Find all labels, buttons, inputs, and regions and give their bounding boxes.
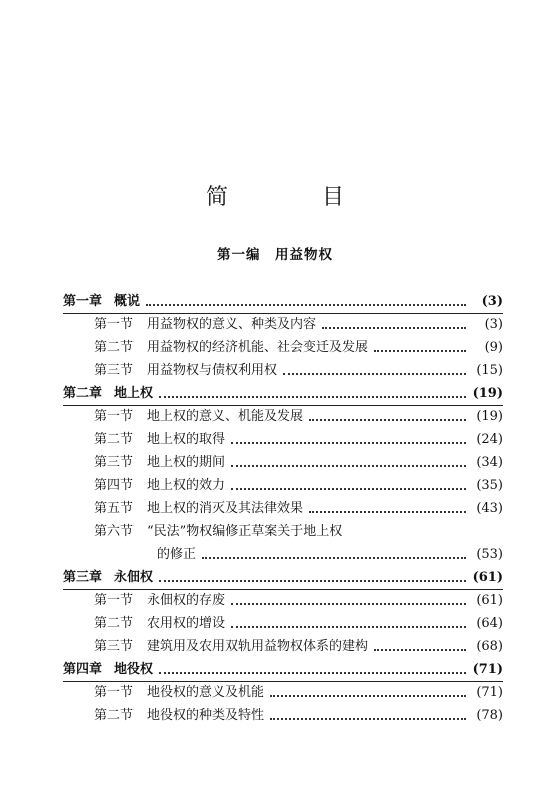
toc-section-row (63, 541, 503, 564)
section-title: 的修正 (157, 547, 197, 562)
section-title: 农用权的增设 (147, 616, 226, 631)
dot-leader (322, 327, 466, 329)
section-number: 第一节 (94, 593, 134, 608)
section-number: 第一节 (94, 685, 134, 700)
toc-chapter-row (63, 380, 503, 403)
chapter-rule (63, 681, 503, 682)
page-number: (71) (472, 662, 503, 677)
toc-section-row (63, 334, 503, 357)
dot-leader (159, 580, 466, 582)
page-number: (61) (472, 570, 503, 585)
page-number: (53) (476, 547, 503, 562)
section-title: 地上权的意义、机能及发展 (147, 409, 304, 424)
section-number: 第四节 (94, 478, 134, 493)
toc-section-row (63, 449, 503, 472)
toc-chapter-row (63, 288, 503, 311)
chapter-rule (63, 589, 503, 590)
dot-leader (159, 672, 466, 674)
page-number: (9) (484, 340, 503, 355)
chapter-number: 第三章 (63, 570, 103, 585)
page-number: (68) (476, 639, 503, 654)
section-number: 第五节 (94, 501, 134, 516)
toc-section-row (63, 587, 503, 610)
section-title: 地上权的取得 (147, 432, 226, 447)
section-number: 第三节 (94, 363, 134, 378)
toc-chapter-row (63, 564, 503, 587)
section-title: 用益物权的经济机能、社会变迁及发展 (147, 340, 369, 355)
dot-leader (270, 695, 466, 697)
toc-section-row (63, 472, 503, 495)
section-title: 建筑用及农用双轨用益物权体系的建构 (147, 639, 369, 654)
section-number: 第六节 (94, 524, 134, 539)
section-title: 地役权的种类及特性 (147, 708, 265, 723)
section-title: 地役权的意义及机能 (147, 685, 265, 700)
page-number: (19) (476, 409, 503, 424)
dot-leader (283, 373, 466, 375)
toc-section-row (63, 403, 503, 426)
section-title: 地上权的期间 (147, 455, 226, 470)
section-number: 第二节 (94, 616, 134, 631)
chapter-rule (63, 313, 503, 314)
dot-leader (231, 488, 466, 490)
section-title: 用益物权的意义、种类及内容 (147, 317, 317, 332)
page-number: (24) (476, 432, 503, 447)
toc-section-row (63, 495, 503, 518)
toc-section-row (63, 679, 503, 702)
section-number: 第三节 (94, 455, 134, 470)
dot-leader (231, 603, 466, 605)
section-number: 第三节 (94, 639, 134, 654)
toc-section-row (63, 610, 503, 633)
page-number: (64) (476, 616, 503, 631)
chapter-title: 地役权 (114, 662, 154, 677)
chapter-number: 第二章 (63, 386, 103, 401)
dot-leader (202, 557, 466, 559)
toc-section-row (63, 426, 503, 449)
dot-leader (374, 350, 466, 352)
chapter-title: 地上权 (114, 386, 154, 401)
chapter-rule (63, 405, 503, 406)
page-number: (78) (476, 708, 503, 723)
page-number: (35) (476, 478, 503, 493)
dot-leader (270, 718, 466, 720)
page-number: (61) (476, 593, 503, 608)
section-title: “民法”物权编修正草案关于地上权 (147, 524, 343, 539)
page-number: (34) (476, 455, 503, 470)
dot-leader (231, 465, 466, 467)
page-number: (3) (481, 294, 503, 309)
chapter-title: 概说 (114, 294, 141, 309)
dot-leader (231, 442, 466, 444)
toc-section-row (63, 633, 503, 656)
section-title: 地上权的效力 (147, 478, 226, 493)
section-title: 地上权的消灭及其法律效果 (147, 501, 304, 516)
dot-leader (146, 304, 466, 306)
section-number: 第一节 (94, 409, 134, 424)
page-title: 简 目 (205, 185, 380, 210)
chapter-number: 第一章 (63, 294, 103, 309)
toc-chapter-row (63, 656, 503, 679)
table-of-contents (63, 288, 503, 725)
page-number: (71) (476, 685, 503, 700)
dot-leader (309, 419, 466, 421)
section-title: 永佃权的存废 (147, 593, 226, 608)
page-number: (3) (484, 317, 503, 332)
toc-section-row (63, 357, 503, 380)
page-number: (43) (476, 501, 503, 516)
dot-leader (231, 626, 466, 628)
toc-section-row (63, 702, 503, 725)
section-number: 第二节 (94, 708, 134, 723)
toc-section-row (63, 518, 503, 541)
chapter-title: 永佃权 (114, 570, 154, 585)
dot-leader (374, 649, 466, 651)
section-number: 第二节 (94, 340, 134, 355)
toc-section-row (63, 311, 503, 334)
section-number: 第二节 (94, 432, 134, 447)
chapter-number: 第四章 (63, 662, 103, 677)
section-title: 用益物权与债权利用权 (147, 363, 278, 378)
part-title: 第一编 用益物权 (217, 247, 333, 263)
dot-leader (309, 511, 466, 513)
section-number: 第一节 (94, 317, 134, 332)
dot-leader (159, 396, 466, 398)
page-number: (15) (476, 363, 503, 378)
page-number: (19) (472, 386, 503, 401)
